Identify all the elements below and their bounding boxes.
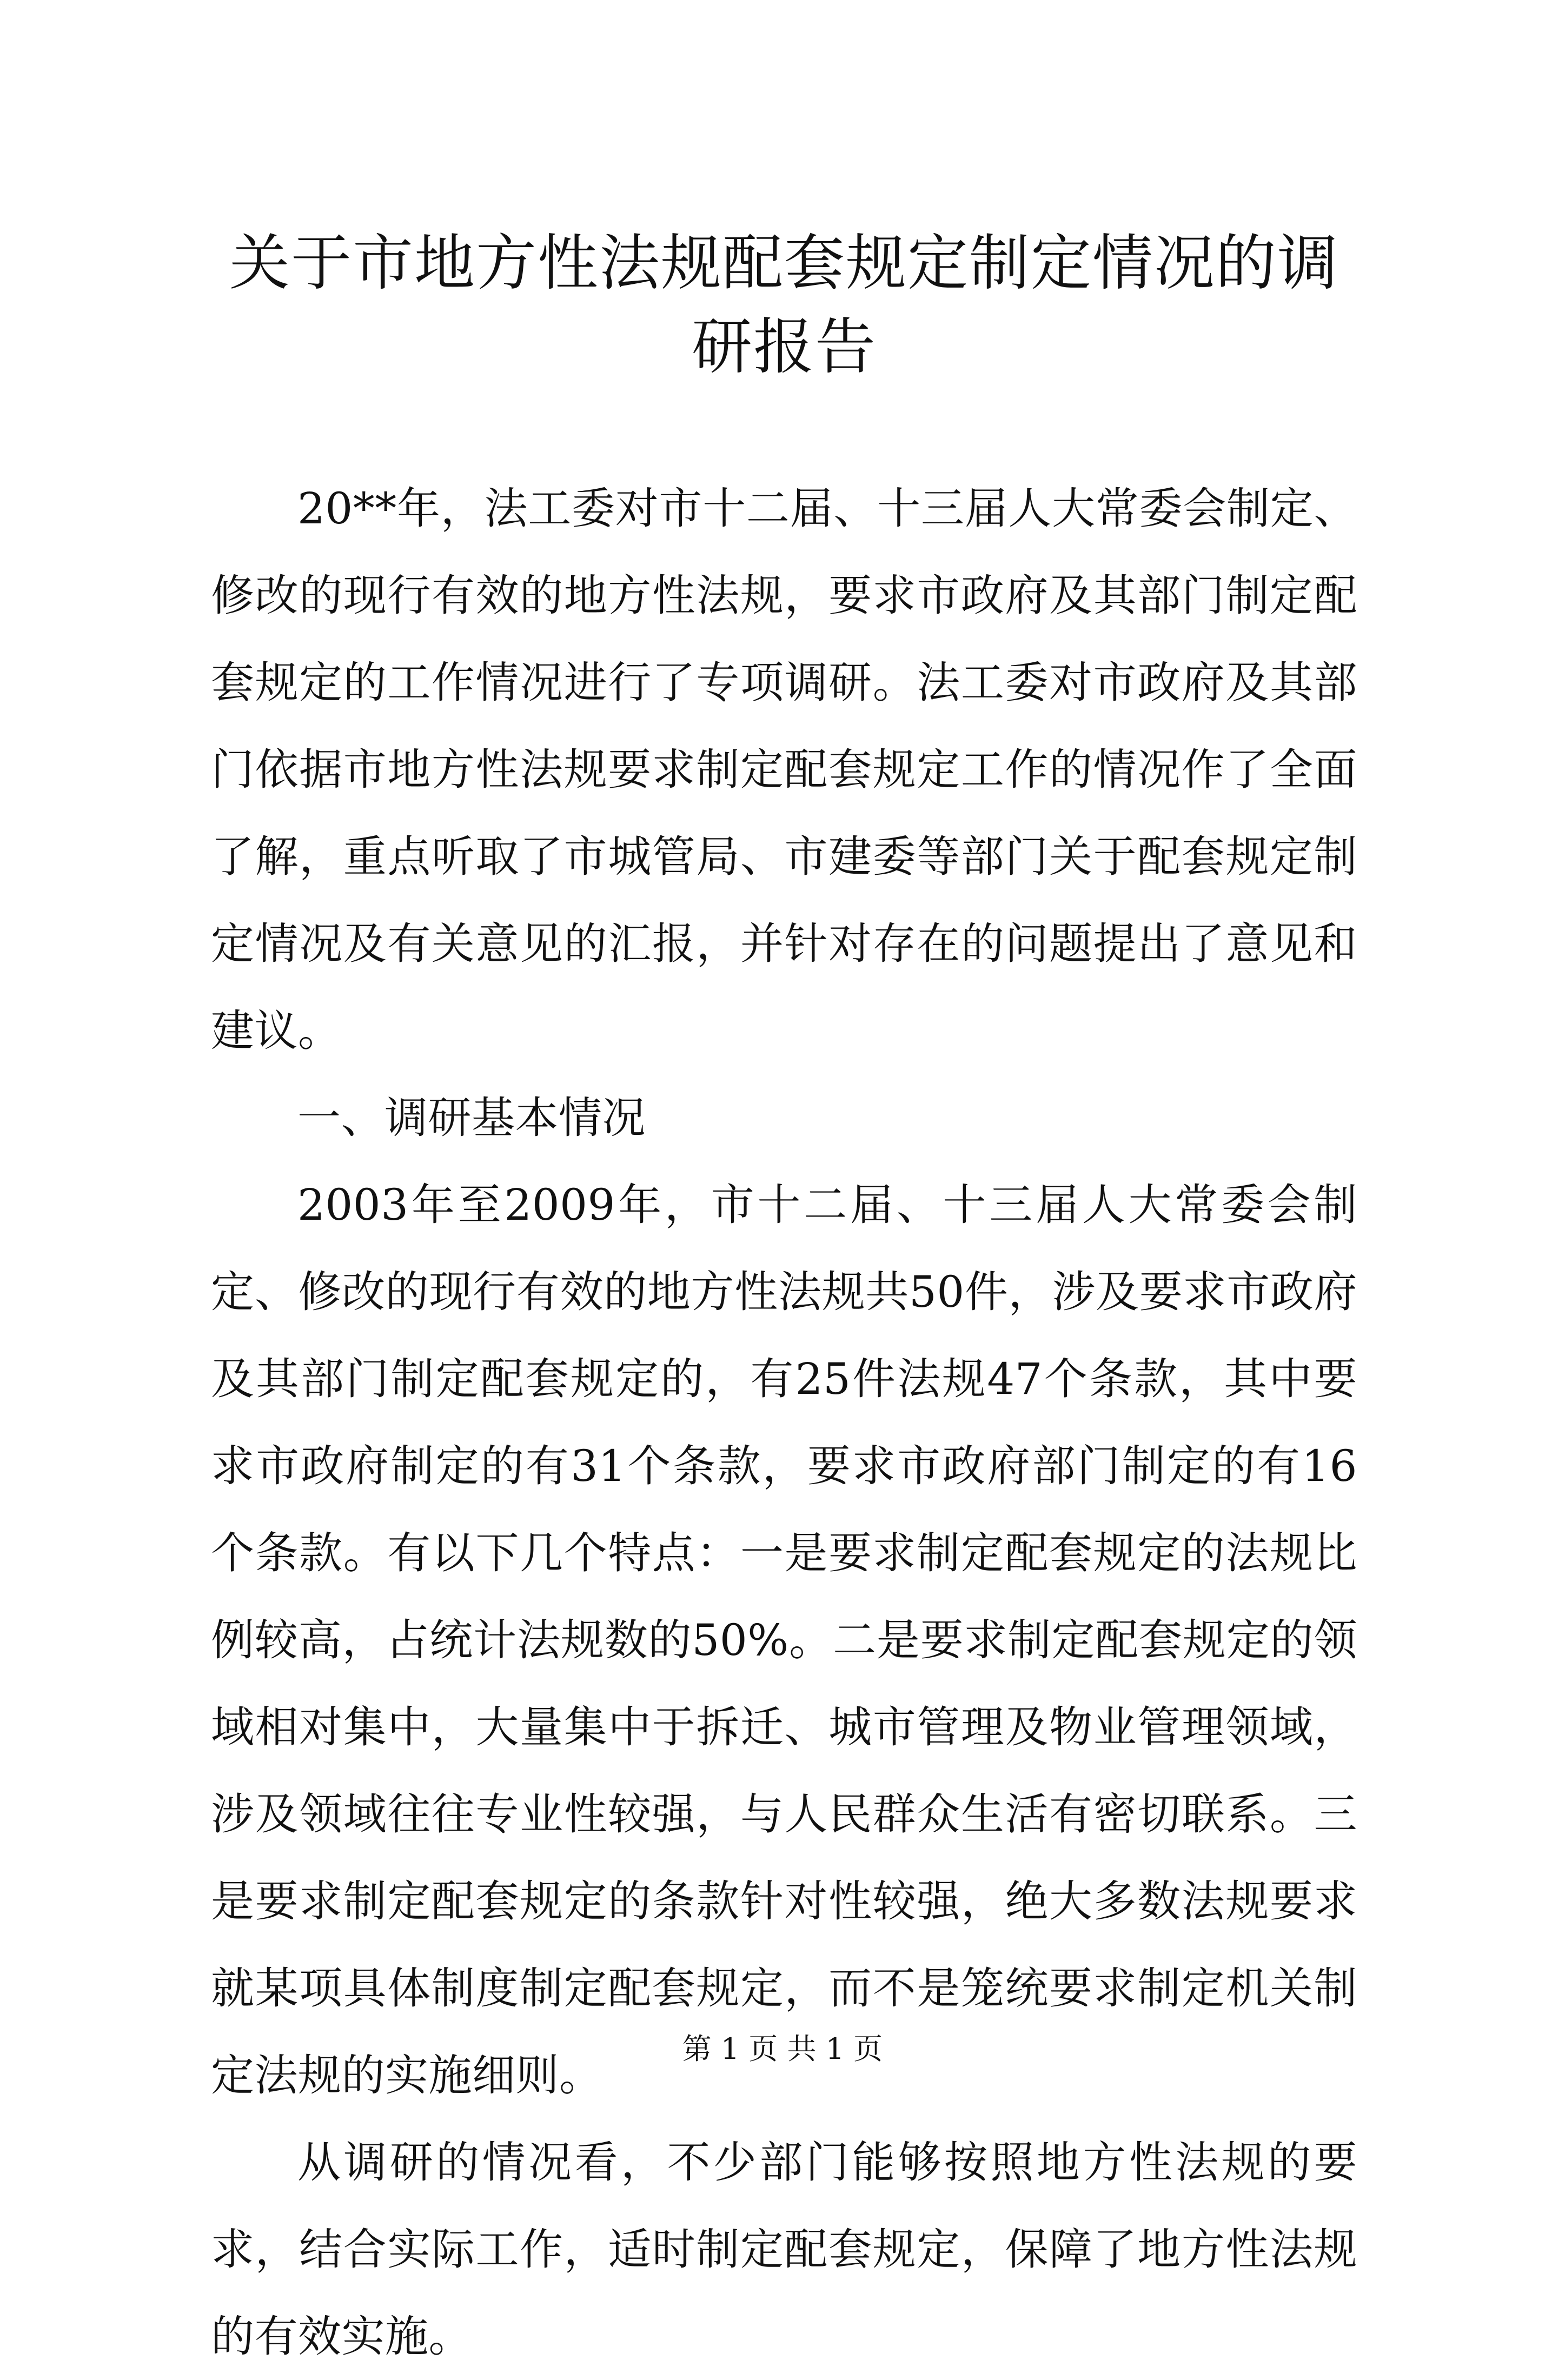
paragraph-findings: 从调研的情况看，不少部门能够按照地方性法规的要求，结合实际工作，适时制定配套规定，保障了地方性法规的有效实施。 (211, 2137, 1357, 2362)
paragraph-intro: 20**年，法工委对市十二届、十三届人大常委会制定、修改的现行有效的地方性法规，要求市政府及其部门制定配套规定的工作情况进行了专项调研。法工委对市政府及其部门依据市地方性法规要求制定配套规定工作的情况作了全面了解，重点听取了市城管局、市建委等部门关于配套规定制定情况及有关意见的汇报，并针对存在的问题提出了意见和建议。 (211, 483, 1357, 1056)
document-title: 关于市地方性法规配套规定制定情况的调研报告 (229, 228, 1339, 382)
page-number-footer: 第 1 页 共 1 页 (682, 2032, 883, 2066)
document-body (211, 465, 1357, 2380)
section-heading: 一、调研基本情况 (297, 1093, 646, 1143)
paragraph-statistics: 2003年至2009年，市十二届、十三届人大常委会制定、修改的现行有效的地方性法规共50件，涉及要求市政府及其部门制定配套规定的，有25件法规47个条款，其中要求市政府制定的有31个条款，要求市政府部门制定的有16个条款。有以下几个特点：一是要求制定配套规定的法规比例较高，占统计法规数的50%。二是要求制定配套规定的领域相对集中，大量集中于拆迁、城市管理及物业管理领域，涉及领域往往专业性较强，与人民群众生活有密切联系。三是要求制定配套规定的条款针对性较强，绝大多数法规要求就某项具体制度制定配套规定，而不是笼统要求制定机关制定法规的实施细则。 (211, 1180, 1357, 2100)
